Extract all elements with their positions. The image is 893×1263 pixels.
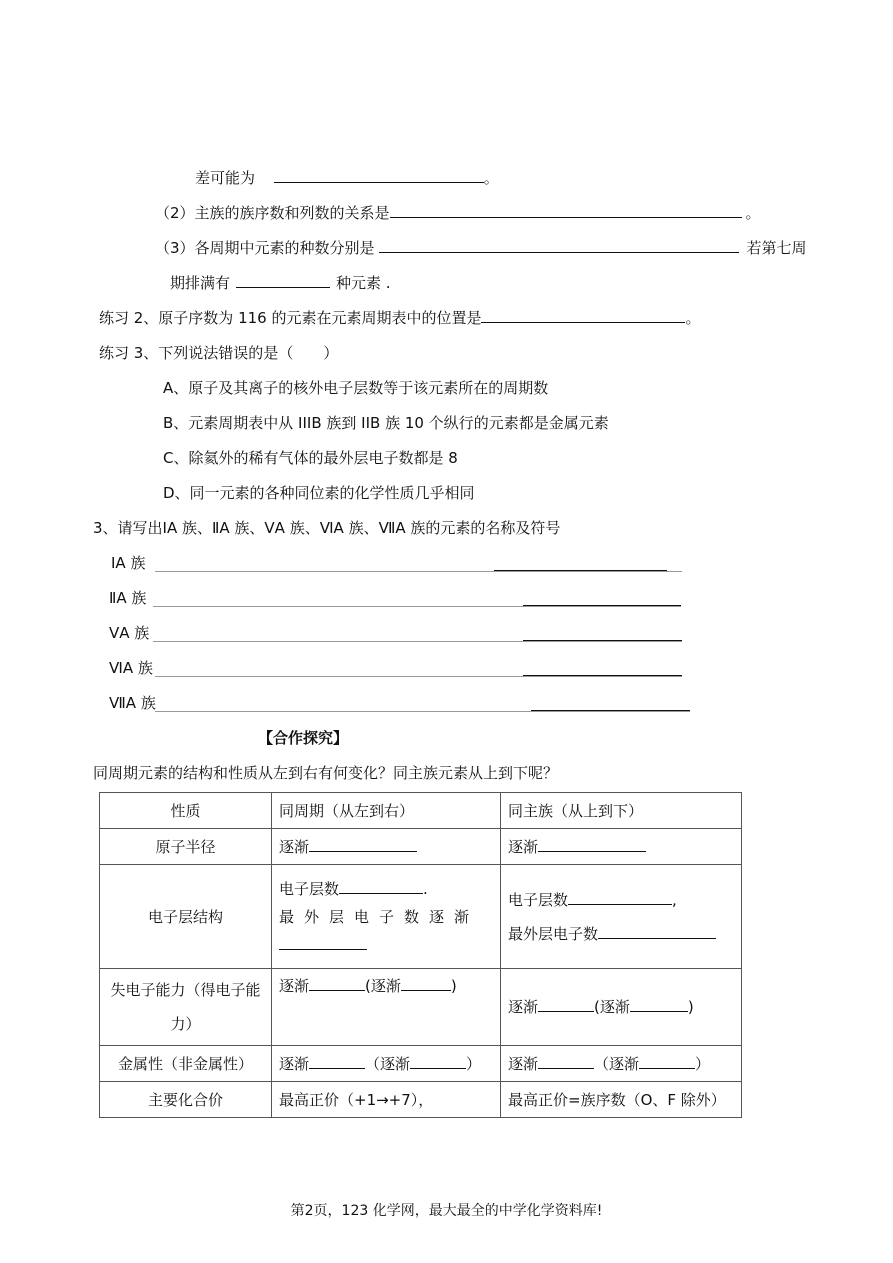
header-period: 同周期（从左到右）: [272, 793, 501, 829]
shell-period-outer-blank[interactable]: [279, 935, 367, 950]
header-property: 性质: [100, 793, 272, 829]
table-row-radius: 原子半径 逐渐 逐渐: [100, 829, 742, 865]
gain-period-blank[interactable]: [401, 976, 451, 991]
q3-text: （3）各周期中元素的种数分别是: [155, 239, 375, 257]
exercise-3-option-c[interactable]: C、除氦外的稀有气体的最外层电子数都是 8: [163, 449, 458, 467]
row-label-radius: 原子半径: [100, 829, 272, 865]
radius-period-blank[interactable]: [309, 837, 417, 852]
nonmetal-period-blank[interactable]: [410, 1054, 466, 1069]
gain-group-blank[interactable]: [630, 997, 688, 1012]
q1-text: 差可能为: [195, 169, 256, 187]
row-label-valence: 主要化合价: [100, 1082, 272, 1118]
exercise-3-option-b[interactable]: B、元素周期表中从 IIIB 族到 IIB 族 10 个纵行的元素都是金属元素: [163, 414, 609, 432]
q1-continuation: 差可能为 。: [195, 169, 499, 187]
group-ia-blank[interactable]: [494, 570, 667, 571]
nonmetal-group-blank[interactable]: [639, 1054, 695, 1069]
table-row-valence: [100, 1082, 742, 1118]
q1-answer-blank[interactable]: [274, 168, 484, 183]
q2-line: （2）主族的族序数和列数的关系是 。: [155, 204, 761, 222]
q3-answer-blank[interactable]: [379, 238, 739, 253]
metal-group-blank[interactable]: [538, 1054, 594, 1069]
table-row-lose-electron: 失电子能力（得电子能力） 逐渐 (逐渐 ) 逐渐 (逐渐 ): [100, 969, 742, 1046]
group-label-iia: ⅡA 族: [109, 589, 147, 607]
shell-group-layers-blank[interactable]: [568, 890, 672, 905]
q2-text: （2）主族的族序数和列数的关系是: [155, 204, 390, 222]
table-header-row: [100, 793, 742, 829]
page-footer: 第2页，123 化学网，最大最全的中学化学资料库!: [290, 1203, 603, 1219]
comparison-table: [99, 792, 742, 1118]
group-via-guide-line: [155, 676, 682, 677]
group-va-blank[interactable]: [523, 640, 682, 641]
group-label-viia: ⅦA 族: [109, 694, 156, 712]
exercise-3-option-d[interactable]: D、同一元素的各种同位素的化学性质几乎相同: [163, 484, 475, 502]
header-group: 同主族（从上到下）: [501, 793, 742, 829]
table-row-shell: 电子层结构 电子层数 . 最外层电子数逐渐 电子层数 , 最外层电子数: [100, 865, 742, 969]
group-iia-blank[interactable]: [523, 605, 681, 606]
lose-group-blank[interactable]: [538, 997, 594, 1012]
exercise-2: 练习 2、原子序数为 116 的元素在元素周期表中的位置是 。: [99, 309, 701, 327]
group-label-via: ⅥA 族: [109, 659, 153, 677]
lose-period-blank[interactable]: [309, 976, 365, 991]
shell-period-layers-blank[interactable]: [339, 879, 423, 894]
row-label-metallic: 金属性（非金属性）: [100, 1046, 272, 1082]
exercise-3-option-a[interactable]: A、原子及其离子的核外电子层数等于该元素所在的周期数: [163, 379, 549, 397]
exercise-2-blank[interactable]: [481, 308, 685, 323]
q2-answer-blank[interactable]: [390, 203, 742, 218]
exercise-3-question: 练习 3、下列说法错误的是（ ）: [99, 344, 339, 362]
group-va-guide-line: [153, 641, 682, 642]
group-label-va: ⅤA 族: [109, 624, 150, 642]
coop-question: 同周期元素的结构和性质从左到右有何变化？同主族元素从上到下呢？: [93, 764, 559, 782]
group-iia-guide-line: [153, 606, 681, 607]
valence-period-cell: 最高正价（+1→+7），: [272, 1082, 501, 1118]
valence-group-cell: 最高正价=族序数（O、F 除外）: [501, 1082, 742, 1118]
group-viia-blank[interactable]: [531, 710, 690, 711]
q3-count-blank[interactable]: [236, 273, 330, 288]
q3-line: （3）各周期中元素的种数分别是 若第七周: [155, 239, 807, 257]
table-row-metallic: 金属性（非金属性） 逐渐 （逐渐 ） 逐渐 （逐渐 ）: [100, 1046, 742, 1082]
group-ia-guide-line: [155, 571, 682, 572]
group-label-ia: ⅠA 族: [111, 554, 146, 572]
q4-question: 3、请写出ⅠA 族、ⅡA 族、ⅤA 族、ⅥA 族、ⅦA 族的元素的名称及符号: [93, 519, 561, 537]
coop-heading: 【合作探究】: [258, 729, 349, 747]
q3-continuation: 期排满有 种元素 .: [170, 274, 391, 292]
group-viia-guide-line: [155, 711, 690, 712]
metal-period-blank[interactable]: [309, 1054, 365, 1069]
row-label-lose-electron: 失电子能力（得电子能力）: [100, 969, 272, 1046]
shell-group-outer-blank[interactable]: [598, 924, 716, 939]
row-label-shell: 电子层结构: [100, 865, 272, 969]
radius-group-blank[interactable]: [538, 837, 646, 852]
group-via-blank[interactable]: [523, 675, 682, 676]
